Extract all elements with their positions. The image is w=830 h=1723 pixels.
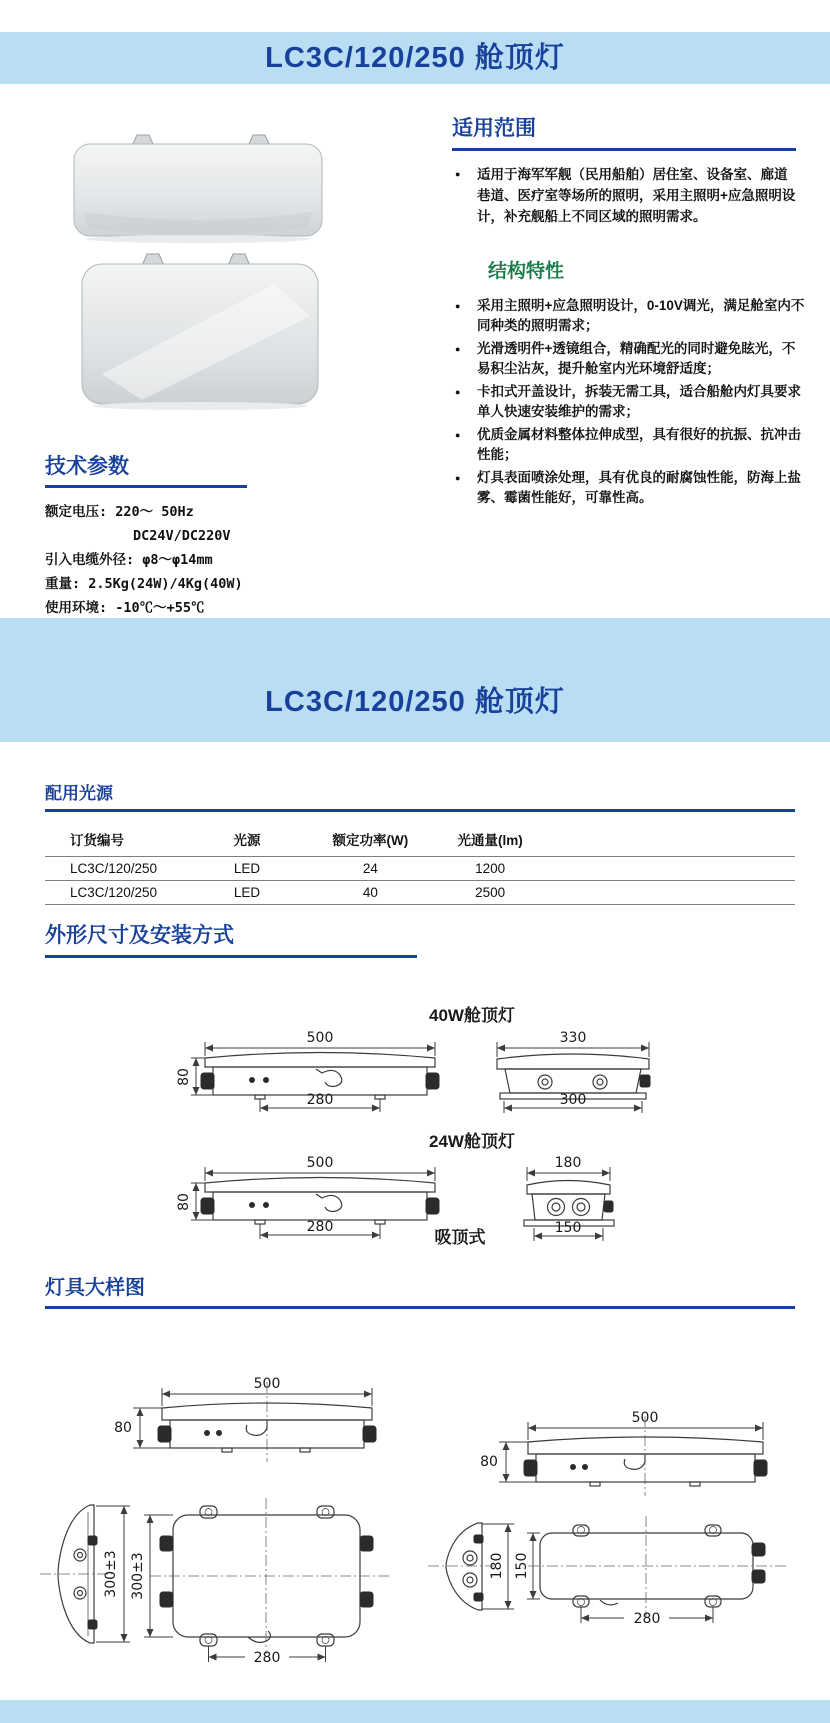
feature-bullet: ● 优质金属材料整体拉伸成型，具有很好的抗振、抗冲击性能； — [452, 425, 808, 465]
dim-80: 80 — [480, 1454, 498, 1470]
tech-line: 重量: 2.5Kg(24W)/4Kg(40W) — [45, 576, 243, 592]
drawing-24w-end-view — [524, 1155, 614, 1241]
features-title: 结构特性 — [488, 261, 565, 282]
table-header-row — [45, 827, 795, 857]
section-detail-drawings — [45, 1271, 795, 1309]
section-tech-params — [45, 450, 375, 644]
dim-500: 500 — [306, 1030, 334, 1046]
header-band — [0, 32, 830, 84]
tech-line: 额定电压: 220～ 50Hz — [45, 504, 194, 520]
dim-280: 280 — [253, 1650, 281, 1666]
col-header: 光源 — [233, 833, 261, 848]
table-row — [45, 881, 795, 905]
dim-80: 80 — [176, 1068, 192, 1086]
drawing-40w-side-view — [176, 1030, 439, 1112]
cell-power: 24 — [309, 857, 432, 881]
feature-bullet: ● 灯具表面喷涂处理，具有优良的耐腐蚀性能，防海上盐雾、霉菌性能好，可靠性高。 — [452, 468, 808, 508]
footer-band — [0, 1700, 830, 1723]
product-photo-bottom — [78, 250, 322, 414]
drawing-24w-side-view — [176, 1155, 439, 1239]
light-source-table — [45, 827, 795, 905]
section-scope — [452, 112, 796, 230]
dim-180: 180 — [489, 1552, 505, 1580]
dim-500: 500 — [631, 1410, 659, 1426]
col-header: 光通量(lm) — [457, 833, 523, 848]
detail-profile-and-plan-right — [428, 1516, 788, 1627]
feature-bullet: ● 采用主照明+应急照明设计，0-10V调光，满足舱室内不同种类的照明需求； — [452, 296, 808, 336]
cell-source: LED — [185, 857, 308, 881]
detail-drawings — [0, 1330, 830, 1680]
label-40w: 40W舱顶灯 — [429, 1006, 515, 1025]
dim-300: 300 — [559, 1092, 587, 1108]
feature-bullet: ● 光滑透明件+透镜组合，精确配光的同时避免眩光，不易积尘沾灰，提升舱室内光环境舒适度； — [452, 339, 808, 379]
dimension-drawings — [0, 995, 830, 1257]
page-title-repeat: LC3C/120/250 舱顶灯 — [265, 686, 565, 718]
light-source-title: 配用光源 — [45, 779, 795, 812]
section-features — [452, 256, 808, 511]
dim-500: 500 — [253, 1376, 281, 1392]
cell-flux: 2500 — [432, 881, 548, 905]
detail-title: 灯具大样图 — [45, 1271, 795, 1309]
label-24w: 24W舱顶灯 — [429, 1132, 515, 1151]
col-header: 额定功率(W) — [332, 833, 409, 848]
dim-500: 500 — [306, 1155, 334, 1171]
col-header: 订货编号 — [70, 833, 124, 848]
cell-source: LED — [185, 881, 308, 905]
dim-280: 280 — [306, 1092, 334, 1108]
cell-flux: 1200 — [432, 857, 548, 881]
dim-150: 150 — [514, 1552, 530, 1580]
detail-profile-and-plan-left — [40, 1498, 390, 1666]
cell-order-no: LC3C/120/250 — [45, 857, 185, 881]
product-photo-top — [70, 132, 326, 244]
cell-order-no: LC3C/120/250 — [45, 881, 185, 905]
mid-band — [0, 618, 830, 742]
feature-bullet: ● 卡扣式开盖设计，拆装无需工具，适合船舱内灯具要求单人快速安装维护的需求； — [452, 382, 808, 422]
scope-title: 适用范围 — [452, 112, 796, 151]
tech-line: DC24V/DC220V — [133, 528, 231, 544]
drawing-40w-end-view — [497, 1030, 650, 1113]
dim-180: 180 — [554, 1155, 582, 1171]
tech-line: 使用环境: -10℃～+55℃ — [45, 600, 205, 616]
dim-330: 330 — [559, 1030, 587, 1046]
dim-280: 280 — [306, 1219, 334, 1235]
section-light-source — [45, 779, 795, 905]
dim-300-side: 300±3 — [103, 1550, 119, 1598]
scope-bullet: ● 适用于海军军舰（民用船舶）居住室、设备室、廊道巷道、医疗室等场所的照明，采用主照明+应急照明设计，补充舰船上不同区域的照明需求。 — [452, 164, 796, 227]
section-dimensions — [45, 919, 795, 958]
table-row — [45, 857, 795, 881]
detail-side-view-right — [480, 1410, 767, 1496]
dim-80: 80 — [176, 1193, 192, 1211]
page-title: LC3C/120/250 舱顶灯 — [265, 42, 565, 74]
dim-80: 80 — [114, 1420, 132, 1436]
tech-title: 技术参数 — [45, 450, 247, 488]
dim-280: 280 — [633, 1611, 661, 1627]
cell-power: 40 — [309, 881, 432, 905]
detail-side-view-left — [114, 1376, 376, 1462]
label-mount-type: 吸顶式 — [434, 1228, 486, 1247]
tech-line: 引入电缆外径: φ8～φ14mm — [45, 552, 213, 568]
dim-300-plan: 300±3 — [130, 1552, 146, 1600]
dim-150: 150 — [554, 1220, 582, 1236]
dimensions-title: 外形尺寸及安装方式 — [45, 919, 417, 958]
